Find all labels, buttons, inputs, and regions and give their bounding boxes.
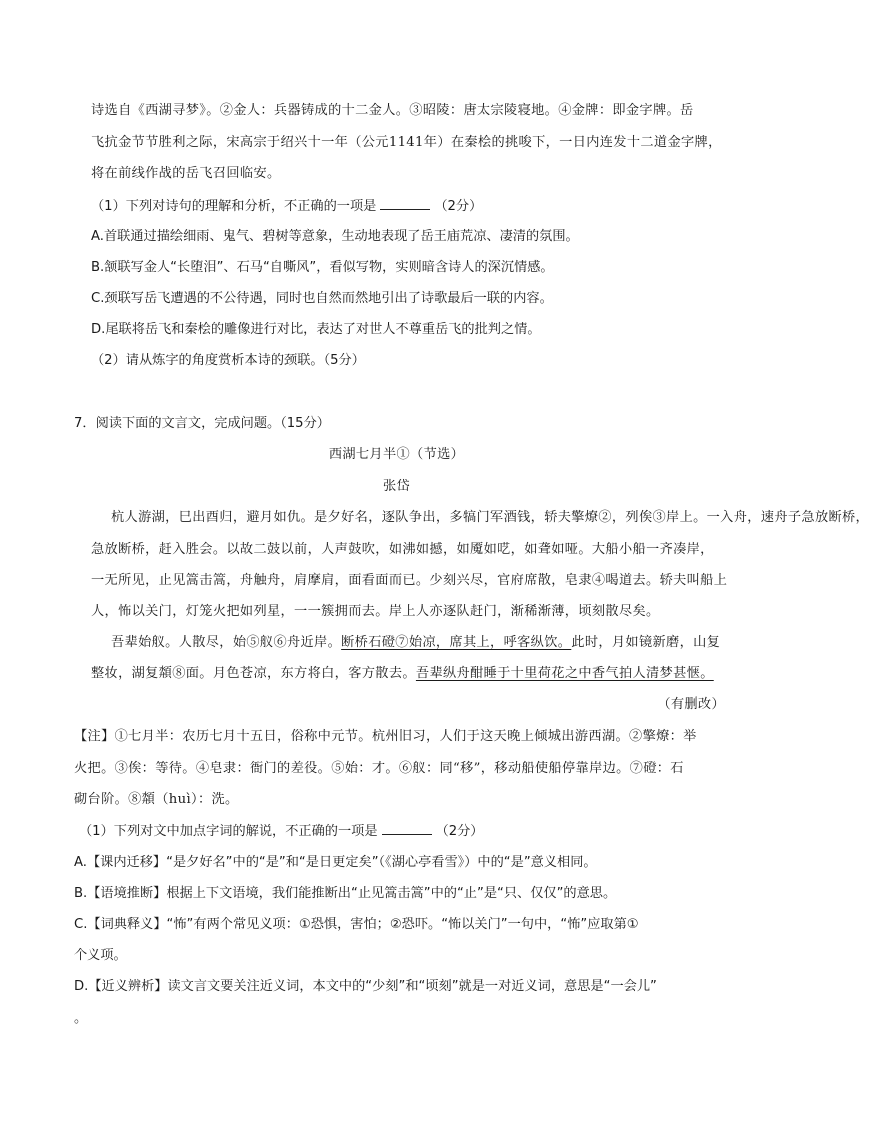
q6-sub2: （2）请从炼字的角度赏析本诗的颈联。（5分） [91, 353, 365, 368]
q6-option-a: A.首联通过描绘细雨、鬼气、碧树等意象，生动地表现了岳王庙荒凉、凄清的氛围。 [91, 229, 579, 244]
passage-line: 人，怖以关门，灯笼火把如列星，一一簇拥而去。岸上人亦逐队赶门，渐稀渐薄，顷刻散尽矣。 [91, 604, 660, 619]
passage-title: 西湖七月半①（节选） [328, 447, 465, 462]
q7-sub1-text: （1）下列对文中加点字词的解说，不正确的一项是 [79, 824, 378, 839]
underlined-sentence: 吾辈纵舟酣睡于十里荷花之中香气拍人清梦甚惬。 [415, 666, 714, 681]
passage-author: 张岱 [382, 479, 411, 494]
q7-option-b: B.【语境推断】根据上下文语境，我们能推断出“止见篙击篙”中的“止”是“只、仅仅”的意思。 [74, 886, 617, 901]
underlined-sentence: 断桥石磴⑦始凉，席其上，呼客纵饮。 [341, 635, 572, 650]
q7-heading: 7．阅读下面的文言文，完成问题。（15分） [74, 416, 330, 431]
q7-option-a: A.【课内迁移】“是夕好名”中的“是”和“是日更定矣”（《湖心亭看雪》）中的“是”意义相同。 [74, 855, 597, 870]
q7-option-d-cont: 。 [74, 1011, 88, 1026]
q7-option-d: D.【近义辨析】读文言文要关注近义词，本文中的“少刻”和“顷刻”就是一对近义词，意思是“一会儿” [74, 979, 657, 994]
q6-option-b: B.颔联写金人“长堕泪”、石马“自嘶风”，看似写物，实则暗含诗人的深沉情感。 [91, 260, 554, 275]
footnote-line: 【注】①七月半：农历七月十五日，俗称中元节。杭州旧习，人们于这天晚上倾城出游西湖。②擎燎：举 [74, 729, 697, 744]
passage-text: 此时，月如镜新磨，山复 [571, 635, 721, 650]
preamble-line: 诗选自《西湖寻梦》。②金人：兵器铸成的十二金人。③昭陵：唐太宗陵寝地。④金牌：即金字牌。岳 [91, 103, 694, 118]
q7-option-c-cont: 个义项。 [74, 948, 127, 963]
q6-sub1 [91, 197, 482, 216]
q6-option-c: C.颈联写岳飞遭遇的不公待遇，同时也自然而然地引出了诗歌最后一联的内容。 [91, 291, 553, 306]
preamble-line: 飞抗金节节胜利之际，宋高宗于绍兴十一年（公元1141年）在秦桧的挑唆下，一日内连发十二道金字牌， [91, 135, 722, 150]
footnote-line: 火把。③俟：等待。④皂隶：衙门的差役。⑤始：才。⑥舣：同“移”，移动船使船停靠岸边。⑦磴：石 [74, 761, 684, 776]
passage-text: 整妆，湖复頮⑧面。月色苍凉，东方将白，客方散去。 [91, 666, 416, 681]
answer-blank[interactable] [380, 197, 430, 210]
passage-text: 吾辈始舣。人散尽，始⑤舣⑥舟近岸。 [111, 635, 342, 650]
q6-option-d: D.尾联将岳飞和秦桧的雕像进行对比，表达了对世人不尊重岳飞的批判之情。 [91, 322, 541, 337]
passage-line: 杭人游湖，巳出酉归，避月如仇。是夕好名，逐队争出，多犒门军酒钱，轿夫擎燎②，列俟③岸上。一入舟，速舟子急放断桥， [111, 510, 869, 525]
q7-option-c: C.【词典释义】“怖”有两个常见义项：①恐惧，害怕；②恐吓。“怖以关门”一句中，“怖”应取第① [74, 917, 639, 932]
passage-line: 一无所见，止见篙击篙，舟触舟，肩摩肩，面看面而已。少刻兴尽，官府席散，皂隶④喝道去。轿夫叫船上 [91, 573, 728, 588]
q6-sub1-points: （2分） [434, 199, 483, 214]
q7-sub1-points: （2分） [435, 824, 484, 839]
passage-line: 急放断桥，赶入胜会。以故二鼓以前，人声鼓吹，如沸如撼，如魇如呓，如聋如哑。大船小船一齐凑岸， [91, 542, 714, 557]
q7-sub1 [79, 822, 483, 841]
deletion-note: （有删改） [657, 697, 725, 712]
answer-blank[interactable] [382, 822, 432, 835]
footnote-line: 砌台阶。⑧頮（huì）：洗。 [74, 792, 239, 807]
preamble-line: 将在前线作战的岳飞召回临安。 [91, 166, 281, 181]
passage-line [111, 634, 720, 652]
passage-line [91, 665, 714, 683]
q6-sub1-text: （1）下列对诗句的理解和分析，不正确的一项是 [91, 199, 377, 214]
